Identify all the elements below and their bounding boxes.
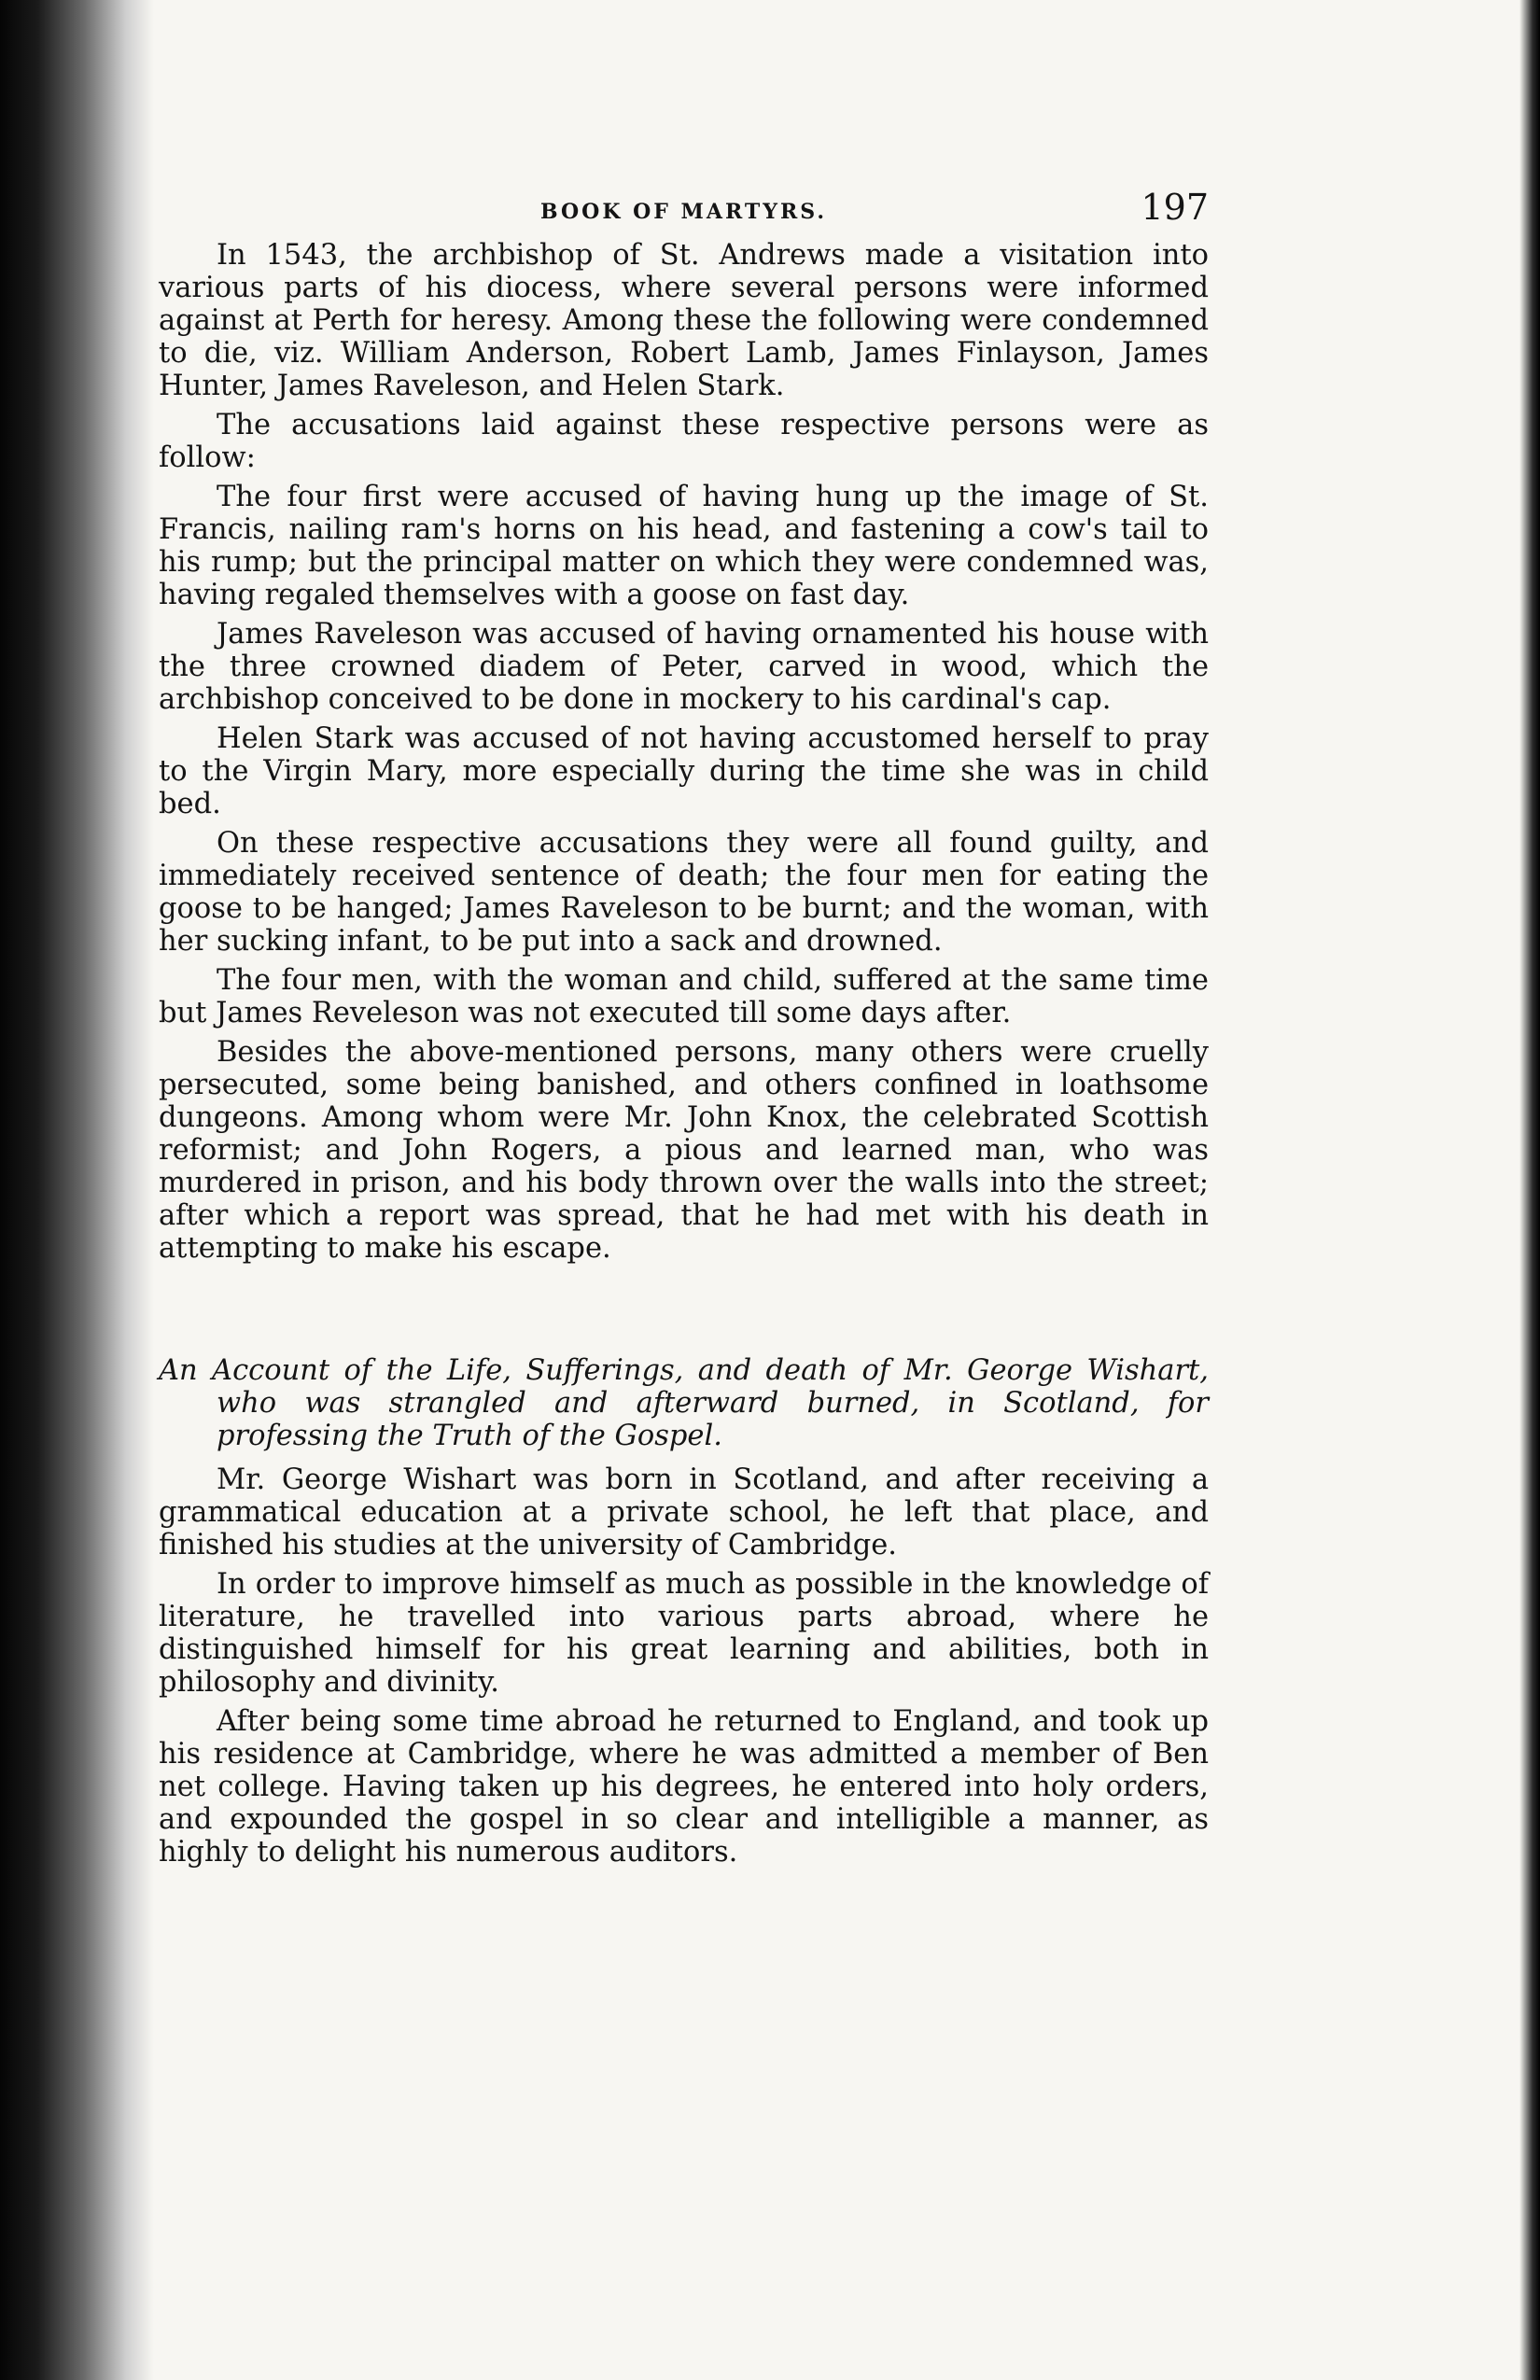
paragraph-accusations-intro: The accusations laid against these respective persons were as follow: xyxy=(159,409,1209,474)
paragraph-four-accused: The four first were accused of having hung up the image of St. Francis, nailing ram's horns on his head, and fastening a cow's tail to his rump; but the principal matter on which they were condemned was, having regaled themselves with a goose on fast day. xyxy=(159,481,1209,611)
running-title: BOOK OF MARTYRS. xyxy=(540,200,827,224)
paragraph-wishart-travels: In order to improve himself as much as possible in the knowledge of literature, he travelled into various parts abroad, where he distinguished himself for his great learning and abilities, both in philosophy and divinity. xyxy=(159,1568,1209,1699)
paragraph-raveleson: James Raveleson was accused of having ornamented his house with the three crowned diadem of Peter, carved in wood, which the archbishop conceived to be done in mockery to his cardinal's cap. xyxy=(159,618,1209,716)
section-title-wishart: An Account of the Life, Sufferings, and death of Mr. George Wishart, who was strangled and afterward burned, in Scotland, for professing the Truth of the Gospel. xyxy=(159,1354,1209,1452)
paragraph-executions: The four men, with the woman and child, suffered at the same time but James Reveleson was not executed till some days after. xyxy=(159,964,1209,1029)
scan-binding-shadow xyxy=(0,0,154,2380)
book-page xyxy=(159,187,1209,1869)
scan-right-edge xyxy=(1519,0,1540,2380)
paragraph-visitation: In 1543, the archbishop of St. Andrews made a visitation into various parts of his diocess, where several persons were informed against at Perth for heresy. Among these the following were condemned to die, viz. William Anderson, Robert Lamb, James Finlayson, James Hunter, James Raveleson, and Helen Stark. xyxy=(159,239,1209,402)
paragraph-sentences: On these respective accusations they were all found guilty, and immediately received sentence of death; the four men for eating the goose to be hanged; James Raveleson to be burnt; and the woman, with her sucking infant, to be put into a sack and drowned. xyxy=(159,827,1209,958)
page-number: 197 xyxy=(1141,187,1209,228)
paragraph-helen-stark: Helen Stark was accused of not having accustomed herself to pray to the Virgin Mary, more especially during the time she was in child bed. xyxy=(159,722,1209,820)
paragraph-persecutions: Besides the above-mentioned persons, many others were cruelly persecuted, some being banished, and others confined in loathsome dungeons. Among whom were Mr. John Knox, the celebrated Scottish reformist; and John Rogers, a pious and learned man, who was murdered in prison, and his body thrown over the walls into the street; after which a report was spread, that he had met with his death in attempting to make his escape. xyxy=(159,1036,1209,1265)
running-head xyxy=(159,187,1209,239)
paragraph-wishart-cambridge: After being some time abroad he returned to England, and took up his residence at Cambridge, where he was admitted a member of Ben net college. Having taken up his degrees, he entered into holy orders, and expounded the gospel in so clear and intelligible a manner, as highly to delight his numerous auditors. xyxy=(159,1705,1209,1869)
paragraph-wishart-birth: Mr. George Wishart was born in Scotland, and after receiving a grammatical education at a private school, he left that place, and finished his studies at the university of Cambridge. xyxy=(159,1463,1209,1561)
